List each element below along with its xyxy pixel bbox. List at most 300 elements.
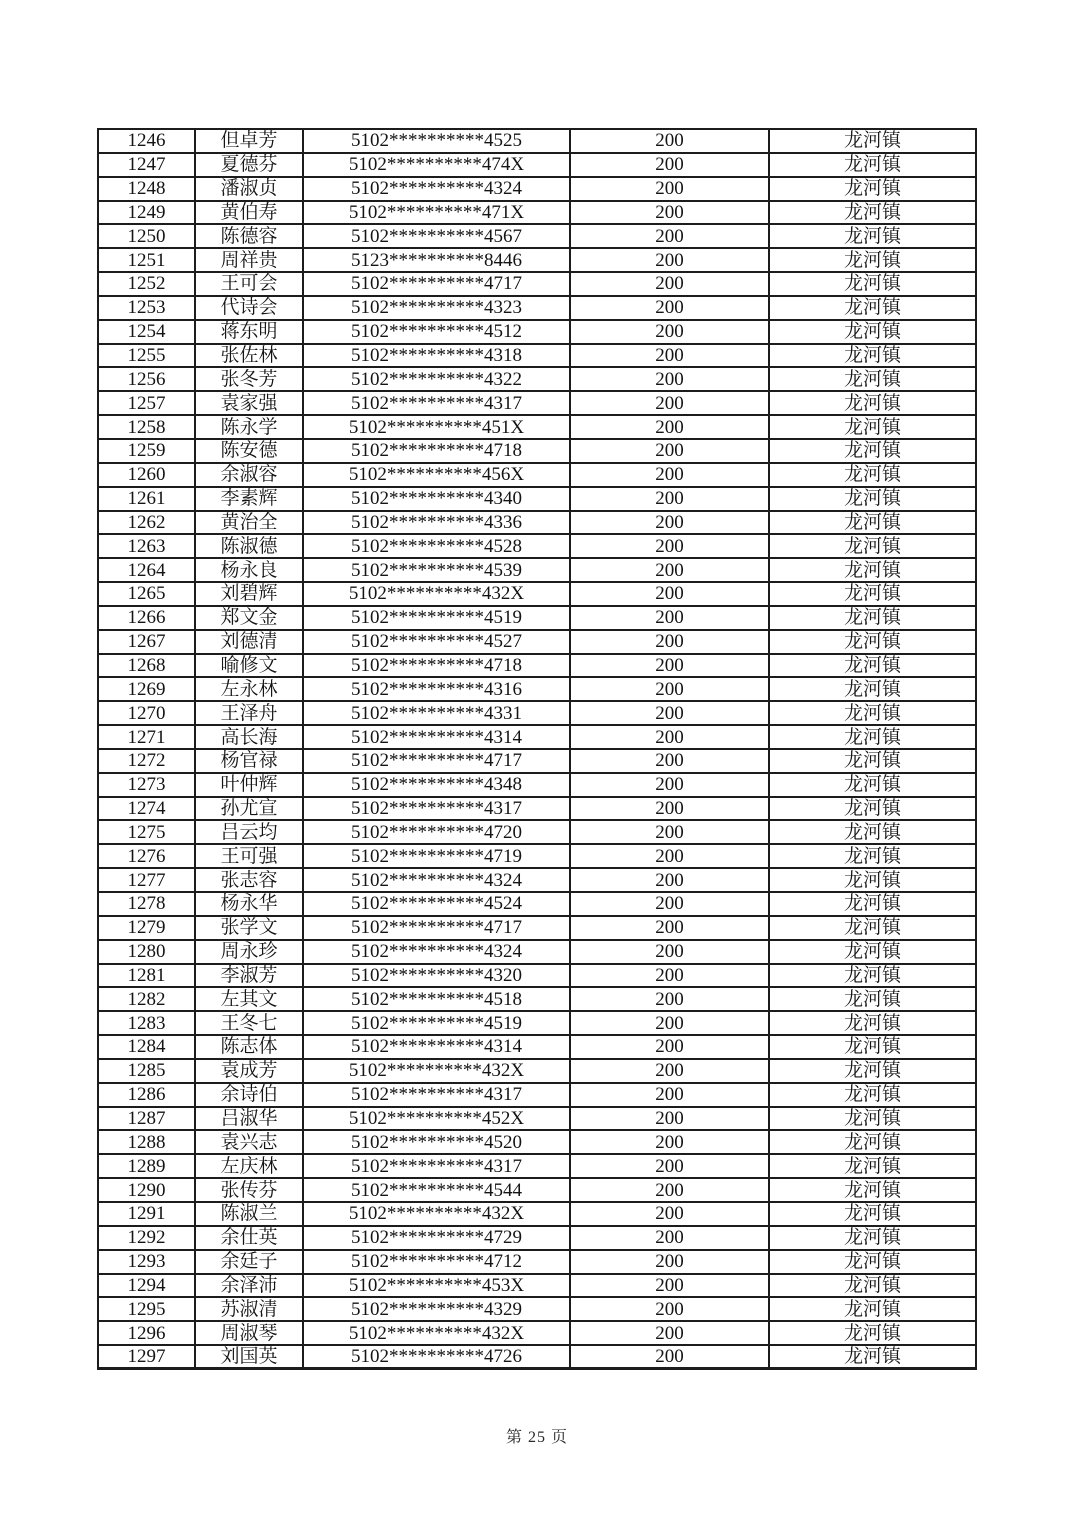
amount-cell: 200 [570,367,769,391]
table-row [98,1154,976,1178]
town-cell: 龙河镇 [769,964,976,988]
id-number-cell: 5102**********4314 [303,1035,570,1059]
id-number-cell: 5102**********4544 [303,1178,570,1202]
row-number-cell: 1252 [98,272,195,296]
town-cell: 龙河镇 [769,463,976,487]
table-row [98,201,976,225]
table-row [98,415,976,439]
amount-cell: 200 [570,582,769,606]
table-row [98,797,976,821]
table-row [98,868,976,892]
row-number-cell: 1281 [98,964,195,988]
amount-cell: 200 [570,940,769,964]
town-cell: 龙河镇 [769,701,976,725]
name-cell: 陈永学 [195,415,303,439]
amount-cell: 200 [570,654,769,678]
amount-cell: 200 [570,463,769,487]
row-number-cell: 1266 [98,606,195,630]
town-cell: 龙河镇 [769,677,976,701]
id-number-cell: 5102**********4520 [303,1130,570,1154]
amount-cell: 200 [570,1250,769,1274]
table-row [98,606,976,630]
name-cell: 刘德清 [195,630,303,654]
town-cell: 龙河镇 [769,1321,976,1345]
town-cell: 龙河镇 [769,296,976,320]
town-cell: 龙河镇 [769,1178,976,1202]
town-cell: 龙河镇 [769,487,976,511]
name-cell: 喻修文 [195,654,303,678]
name-cell: 陈淑兰 [195,1202,303,1226]
id-number-cell: 5102**********4324 [303,868,570,892]
amount-cell: 200 [570,1130,769,1154]
id-number-cell: 5102**********4324 [303,177,570,201]
row-number-cell: 1262 [98,511,195,535]
id-number-cell: 5102**********4719 [303,844,570,868]
table-row [98,773,976,797]
table-row [98,296,976,320]
table-row [98,1130,976,1154]
table-row [98,1297,976,1321]
row-number-cell: 1257 [98,391,195,415]
name-cell: 李淑芳 [195,964,303,988]
name-cell: 苏淑清 [195,1297,303,1321]
amount-cell: 200 [570,177,769,201]
beneficiary-table [97,128,977,1370]
id-number-cell: 5102**********4567 [303,224,570,248]
town-cell: 龙河镇 [769,153,976,177]
row-number-cell: 1247 [98,153,195,177]
table-row [98,534,976,558]
town-cell: 龙河镇 [769,1011,976,1035]
row-number-cell: 1275 [98,820,195,844]
name-cell: 叶仲辉 [195,773,303,797]
amount-cell: 200 [570,1202,769,1226]
table-row [98,558,976,582]
row-number-cell: 1283 [98,1011,195,1035]
name-cell: 周祥贵 [195,248,303,272]
name-cell: 袁家强 [195,391,303,415]
name-cell: 陈德容 [195,224,303,248]
amount-cell: 200 [570,511,769,535]
table-row [98,820,976,844]
id-number-cell: 5102**********4317 [303,391,570,415]
row-number-cell: 1295 [98,1297,195,1321]
id-number-cell: 5102**********4331 [303,701,570,725]
name-cell: 周永珍 [195,940,303,964]
table-row [98,677,976,701]
town-cell: 龙河镇 [769,630,976,654]
id-number-cell: 5102**********4717 [303,916,570,940]
name-cell: 代诗会 [195,296,303,320]
name-cell: 高长海 [195,725,303,749]
table-row [98,463,976,487]
table-row [98,630,976,654]
town-cell: 龙河镇 [769,248,976,272]
id-number-cell: 5102**********432X [303,1202,570,1226]
row-number-cell: 1259 [98,439,195,463]
name-cell: 余泽沛 [195,1274,303,1298]
name-cell: 张志容 [195,868,303,892]
town-cell: 龙河镇 [769,606,976,630]
row-number-cell: 1288 [98,1130,195,1154]
name-cell: 周淑琴 [195,1321,303,1345]
table-row [98,439,976,463]
name-cell: 左永林 [195,677,303,701]
row-number-cell: 1274 [98,797,195,821]
id-number-cell: 5102**********4318 [303,344,570,368]
name-cell: 张佐林 [195,344,303,368]
id-number-cell: 5102**********4323 [303,296,570,320]
town-cell: 龙河镇 [769,391,976,415]
amount-cell: 200 [570,677,769,701]
name-cell: 夏德芬 [195,153,303,177]
row-number-cell: 1280 [98,940,195,964]
id-number-cell: 5102**********4316 [303,677,570,701]
table-row [98,1321,976,1345]
amount-cell: 200 [570,1321,769,1345]
town-cell: 龙河镇 [769,1202,976,1226]
town-cell: 龙河镇 [769,558,976,582]
table-row [98,511,976,535]
row-number-cell: 1289 [98,1154,195,1178]
table-row [98,1035,976,1059]
row-number-cell: 1273 [98,773,195,797]
row-number-cell: 1278 [98,892,195,916]
name-cell: 余诗伯 [195,1083,303,1107]
town-cell: 龙河镇 [769,1274,976,1298]
town-cell: 龙河镇 [769,1130,976,1154]
row-number-cell: 1297 [98,1345,195,1369]
row-number-cell: 1286 [98,1083,195,1107]
name-cell: 但卓芳 [195,129,303,153]
town-cell: 龙河镇 [769,654,976,678]
amount-cell: 200 [570,773,769,797]
id-number-cell: 5102**********4317 [303,1154,570,1178]
row-number-cell: 1276 [98,844,195,868]
town-cell: 龙河镇 [769,344,976,368]
table-row [98,1226,976,1250]
name-cell: 王可强 [195,844,303,868]
id-number-cell: 5102**********4519 [303,606,570,630]
town-cell: 龙河镇 [769,749,976,773]
town-cell: 龙河镇 [769,940,976,964]
amount-cell: 200 [570,296,769,320]
row-number-cell: 1261 [98,487,195,511]
town-cell: 龙河镇 [769,272,976,296]
table-row [98,987,976,1011]
row-number-cell: 1270 [98,701,195,725]
name-cell: 陈淑德 [195,534,303,558]
name-cell: 左庆林 [195,1154,303,1178]
amount-cell: 200 [570,868,769,892]
id-number-cell: 5102**********4718 [303,439,570,463]
amount-cell: 200 [570,1297,769,1321]
id-number-cell: 5102**********4539 [303,558,570,582]
id-number-cell: 5123**********8446 [303,248,570,272]
id-number-cell: 5102**********432X [303,1059,570,1083]
row-number-cell: 1284 [98,1035,195,1059]
town-cell: 龙河镇 [769,892,976,916]
table-row [98,892,976,916]
amount-cell: 200 [570,224,769,248]
row-number-cell: 1291 [98,1202,195,1226]
id-number-cell: 5102**********4348 [303,773,570,797]
id-number-cell: 5102**********471X [303,201,570,225]
amount-cell: 200 [570,916,769,940]
town-cell: 龙河镇 [769,1154,976,1178]
row-number-cell: 1267 [98,630,195,654]
id-number-cell: 5102**********432X [303,1321,570,1345]
amount-cell: 200 [570,701,769,725]
name-cell: 余廷子 [195,1250,303,1274]
row-number-cell: 1285 [98,1059,195,1083]
amount-cell: 200 [570,725,769,749]
table-row [98,344,976,368]
table-row [98,177,976,201]
row-number-cell: 1258 [98,415,195,439]
table-row [98,964,976,988]
name-cell: 杨永良 [195,558,303,582]
row-number-cell: 1249 [98,201,195,225]
table-row [98,1202,976,1226]
id-number-cell: 5102**********456X [303,463,570,487]
id-number-cell: 5102**********432X [303,582,570,606]
row-number-cell: 1251 [98,248,195,272]
name-cell: 陈志体 [195,1035,303,1059]
table-row [98,1250,976,1274]
town-cell: 龙河镇 [769,844,976,868]
row-number-cell: 1290 [98,1178,195,1202]
name-cell: 郑文金 [195,606,303,630]
id-number-cell: 5102**********453X [303,1274,570,1298]
name-cell: 张传芬 [195,1178,303,1202]
name-cell: 黄治全 [195,511,303,535]
row-number-cell: 1272 [98,749,195,773]
town-cell: 龙河镇 [769,582,976,606]
id-number-cell: 5102**********4336 [303,511,570,535]
row-number-cell: 1256 [98,367,195,391]
row-number-cell: 1279 [98,916,195,940]
town-cell: 龙河镇 [769,177,976,201]
name-cell: 吕淑华 [195,1107,303,1131]
name-cell: 吕云均 [195,820,303,844]
name-cell: 王冬七 [195,1011,303,1035]
id-number-cell: 5102**********4718 [303,654,570,678]
town-cell: 龙河镇 [769,224,976,248]
amount-cell: 200 [570,1226,769,1250]
row-number-cell: 1264 [98,558,195,582]
name-cell: 蒋东明 [195,320,303,344]
table-row [98,129,976,153]
town-cell: 龙河镇 [769,1250,976,1274]
table-row [98,654,976,678]
town-cell: 龙河镇 [769,534,976,558]
town-cell: 龙河镇 [769,797,976,821]
name-cell: 李素辉 [195,487,303,511]
id-number-cell: 5102**********4317 [303,797,570,821]
table-row [98,725,976,749]
name-cell: 杨永华 [195,892,303,916]
table-body [98,129,976,1369]
table-row [98,224,976,248]
table-row [98,272,976,296]
name-cell: 刘国英 [195,1345,303,1369]
table-row [98,1059,976,1083]
amount-cell: 200 [570,797,769,821]
id-number-cell: 5102**********4720 [303,820,570,844]
amount-cell: 200 [570,153,769,177]
id-number-cell: 5102**********4519 [303,1011,570,1035]
row-number-cell: 1268 [98,654,195,678]
table-row [98,367,976,391]
amount-cell: 200 [570,892,769,916]
amount-cell: 200 [570,534,769,558]
id-number-cell: 5102**********4324 [303,940,570,964]
table-row [98,391,976,415]
town-cell: 龙河镇 [769,916,976,940]
id-number-cell: 5102**********4524 [303,892,570,916]
table-row [98,1274,976,1298]
table-row [98,916,976,940]
table-row [98,1011,976,1035]
amount-cell: 200 [570,558,769,582]
amount-cell: 200 [570,439,769,463]
id-number-cell: 5102**********4717 [303,272,570,296]
id-number-cell: 5102**********4322 [303,367,570,391]
amount-cell: 200 [570,1083,769,1107]
amount-cell: 200 [570,272,769,296]
id-number-cell: 5102**********4525 [303,129,570,153]
table-row [98,1083,976,1107]
row-number-cell: 1255 [98,344,195,368]
name-cell: 孙尤宣 [195,797,303,821]
amount-cell: 200 [570,1345,769,1369]
row-number-cell: 1269 [98,677,195,701]
amount-cell: 200 [570,415,769,439]
town-cell: 龙河镇 [769,1059,976,1083]
id-number-cell: 5102**********4717 [303,749,570,773]
town-cell: 龙河镇 [769,129,976,153]
name-cell: 王可会 [195,272,303,296]
id-number-cell: 5102**********4320 [303,964,570,988]
name-cell: 余淑容 [195,463,303,487]
town-cell: 龙河镇 [769,1083,976,1107]
amount-cell: 200 [570,844,769,868]
name-cell: 左其文 [195,987,303,1011]
row-number-cell: 1260 [98,463,195,487]
row-number-cell: 1277 [98,868,195,892]
name-cell: 黄伯寿 [195,201,303,225]
amount-cell: 200 [570,820,769,844]
name-cell: 陈安德 [195,439,303,463]
table-row [98,940,976,964]
row-number-cell: 1250 [98,224,195,248]
id-number-cell: 5102**********4528 [303,534,570,558]
row-number-cell: 1296 [98,1321,195,1345]
amount-cell: 200 [570,248,769,272]
amount-cell: 200 [570,1178,769,1202]
town-cell: 龙河镇 [769,987,976,1011]
name-cell: 余仕英 [195,1226,303,1250]
table-row [98,153,976,177]
town-cell: 龙河镇 [769,773,976,797]
id-number-cell: 5102**********4527 [303,630,570,654]
amount-cell: 200 [570,1274,769,1298]
town-cell: 龙河镇 [769,415,976,439]
row-number-cell: 1287 [98,1107,195,1131]
table-row [98,844,976,868]
row-number-cell: 1265 [98,582,195,606]
id-number-cell: 5102**********4518 [303,987,570,1011]
id-number-cell: 5102**********4329 [303,1297,570,1321]
name-cell: 潘淑贞 [195,177,303,201]
name-cell: 袁兴志 [195,1130,303,1154]
table-row [98,487,976,511]
row-number-cell: 1292 [98,1226,195,1250]
table-row [98,582,976,606]
id-number-cell: 5102**********474X [303,153,570,177]
town-cell: 龙河镇 [769,1226,976,1250]
row-number-cell: 1248 [98,177,195,201]
town-cell: 龙河镇 [769,511,976,535]
table-row [98,1345,976,1369]
amount-cell: 200 [570,1154,769,1178]
table-row [98,320,976,344]
town-cell: 龙河镇 [769,1035,976,1059]
amount-cell: 200 [570,391,769,415]
name-cell: 杨官禄 [195,749,303,773]
town-cell: 龙河镇 [769,725,976,749]
amount-cell: 200 [570,201,769,225]
table-row [98,1178,976,1202]
amount-cell: 200 [570,344,769,368]
row-number-cell: 1263 [98,534,195,558]
row-number-cell: 1293 [98,1250,195,1274]
name-cell: 张冬芳 [195,367,303,391]
town-cell: 龙河镇 [769,868,976,892]
id-number-cell: 5102**********4512 [303,320,570,344]
amount-cell: 200 [570,320,769,344]
id-number-cell: 5102**********4729 [303,1226,570,1250]
town-cell: 龙河镇 [769,439,976,463]
amount-cell: 200 [570,129,769,153]
town-cell: 龙河镇 [769,1345,976,1369]
page-number: 第 25 页 [505,1429,568,1446]
id-number-cell: 5102**********4314 [303,725,570,749]
table-row [98,1107,976,1131]
id-number-cell: 5102**********452X [303,1107,570,1131]
amount-cell: 200 [570,1011,769,1035]
amount-cell: 200 [570,1059,769,1083]
table-row [98,749,976,773]
id-number-cell: 5102**********4712 [303,1250,570,1274]
town-cell: 龙河镇 [769,820,976,844]
amount-cell: 200 [570,1107,769,1131]
name-cell: 张学文 [195,916,303,940]
id-number-cell: 5102**********4726 [303,1345,570,1369]
amount-cell: 200 [570,606,769,630]
table-row [98,248,976,272]
id-number-cell: 5102**********4317 [303,1083,570,1107]
row-number-cell: 1271 [98,725,195,749]
name-cell: 袁成芳 [195,1059,303,1083]
town-cell: 龙河镇 [769,1297,976,1321]
name-cell: 刘碧辉 [195,582,303,606]
amount-cell: 200 [570,749,769,773]
name-cell: 王泽舟 [195,701,303,725]
id-number-cell: 5102**********451X [303,415,570,439]
amount-cell: 200 [570,630,769,654]
